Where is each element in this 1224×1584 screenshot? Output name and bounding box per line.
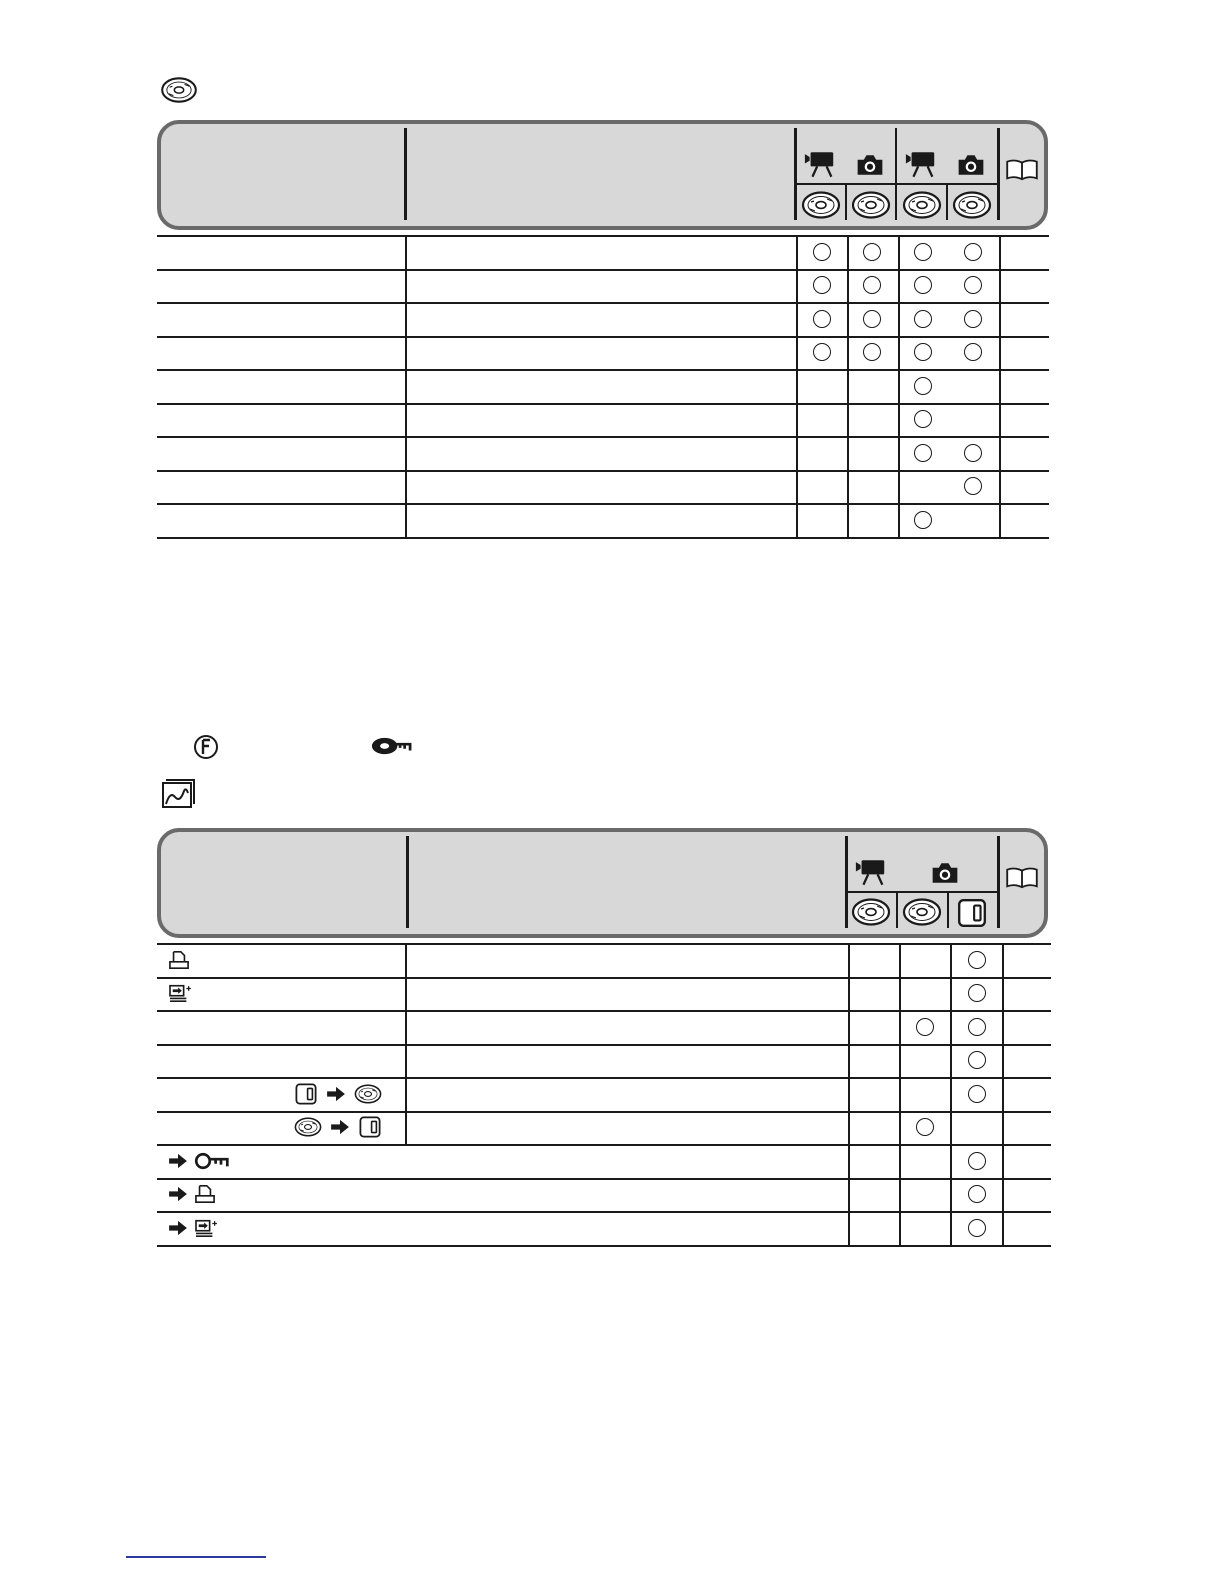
supported-mark	[813, 243, 831, 261]
column-divider	[848, 1211, 850, 1245]
disc-icon	[902, 190, 942, 220]
column-divider	[1002, 1111, 1004, 1145]
column-divider	[848, 1044, 850, 1078]
supported-mark	[968, 1152, 986, 1170]
supported-mark	[964, 477, 982, 495]
row-rule	[157, 369, 1049, 371]
supported-mark	[968, 1085, 986, 1103]
column-divider	[848, 1111, 850, 1145]
arrow-icon	[330, 1119, 350, 1135]
column-divider	[847, 235, 849, 269]
print-icon	[194, 1184, 216, 1204]
column-divider	[898, 403, 900, 437]
column-divider	[898, 470, 900, 504]
row-rule	[157, 336, 1049, 338]
print-icon	[168, 950, 190, 970]
column-divider	[999, 403, 1001, 437]
column-divider	[796, 503, 798, 537]
disc-icon	[801, 190, 841, 220]
row-rule	[157, 302, 1049, 304]
supported-mark	[914, 511, 932, 529]
column-divider	[848, 1144, 850, 1178]
column-divider	[405, 369, 407, 403]
camera-icon	[956, 153, 986, 177]
table2-top-rule	[157, 943, 1051, 945]
disc-icon	[851, 190, 891, 220]
column-divider	[405, 977, 407, 1011]
column-divider	[1002, 943, 1004, 977]
supported-mark	[914, 444, 932, 462]
transfer-icon	[168, 983, 192, 1003]
column-divider	[405, 1077, 407, 1111]
arrow-icon	[168, 1220, 188, 1236]
row-rule	[157, 1211, 1051, 1213]
column-divider	[847, 503, 849, 537]
column-divider	[405, 1111, 407, 1145]
column-divider	[950, 1178, 952, 1212]
column-divider	[848, 943, 850, 977]
row-rule	[157, 1178, 1051, 1180]
supported-mark	[968, 984, 986, 1002]
column-divider	[405, 1044, 407, 1078]
column-divider	[796, 470, 798, 504]
footnote-rule	[126, 1556, 266, 1558]
row-rule	[157, 977, 1051, 979]
column-divider	[405, 403, 407, 437]
supported-mark	[968, 1219, 986, 1237]
column-divider	[950, 1077, 952, 1111]
column-divider	[899, 1077, 901, 1111]
column-divider	[898, 269, 900, 303]
arrow-icon	[326, 1086, 346, 1102]
camera-icon	[930, 861, 960, 885]
column-divider	[1002, 1144, 1004, 1178]
column-divider	[847, 369, 849, 403]
column-divider	[899, 977, 901, 1011]
disc-icon	[902, 897, 942, 927]
row-rule	[157, 470, 1049, 472]
row-rule	[157, 1245, 1051, 1247]
column-divider	[898, 235, 900, 269]
camera-icon	[855, 153, 885, 177]
supported-mark	[968, 1185, 986, 1203]
supported-mark	[813, 276, 831, 294]
supported-mark	[968, 951, 986, 969]
arrow-icon	[168, 1186, 188, 1202]
column-divider	[796, 336, 798, 370]
column-divider	[898, 302, 900, 336]
supported-mark	[964, 243, 982, 261]
column-divider	[847, 269, 849, 303]
supported-mark	[813, 343, 831, 361]
column-divider	[796, 403, 798, 437]
column-divider	[1002, 1178, 1004, 1212]
supported-mark	[914, 243, 932, 261]
card-image-icon	[160, 777, 196, 809]
supported-mark	[964, 276, 982, 294]
column-divider	[950, 977, 952, 1011]
card-icon	[294, 1082, 318, 1106]
column-divider	[999, 336, 1001, 370]
column-divider	[405, 470, 407, 504]
column-divider	[899, 1211, 901, 1245]
row-rule	[157, 1044, 1051, 1046]
row-rule	[157, 1010, 1051, 1012]
column-divider	[405, 336, 407, 370]
column-divider	[405, 302, 407, 336]
supported-mark	[968, 1051, 986, 1069]
row-rule	[157, 1144, 1051, 1146]
column-divider	[898, 369, 900, 403]
supported-mark	[916, 1118, 934, 1136]
column-divider	[1002, 1044, 1004, 1078]
column-divider	[950, 1044, 952, 1078]
column-divider	[950, 943, 952, 977]
supported-mark	[914, 276, 932, 294]
supported-mark	[968, 1018, 986, 1036]
column-divider	[1002, 977, 1004, 1011]
disc-protect-icon	[370, 736, 412, 756]
supported-mark	[813, 310, 831, 328]
column-divider	[796, 369, 798, 403]
column-divider	[847, 436, 849, 470]
row-rule	[157, 503, 1049, 505]
column-divider	[847, 336, 849, 370]
column-divider	[848, 1010, 850, 1044]
row-rule	[157, 403, 1049, 405]
column-divider	[950, 1111, 952, 1145]
row-rule	[157, 436, 1049, 438]
supported-mark	[916, 1018, 934, 1036]
column-divider	[999, 503, 1001, 537]
column-divider	[898, 503, 900, 537]
column-divider	[405, 269, 407, 303]
transfer-icon	[194, 1218, 218, 1238]
column-divider	[898, 436, 900, 470]
column-divider	[847, 302, 849, 336]
func-icon	[193, 734, 219, 760]
column-divider	[999, 470, 1001, 504]
column-divider	[999, 436, 1001, 470]
book-icon	[1004, 866, 1040, 890]
column-divider	[847, 470, 849, 504]
key-icon	[194, 1151, 230, 1171]
column-divider	[950, 1211, 952, 1245]
table1-top-rule	[157, 235, 1049, 237]
column-divider	[1002, 1010, 1004, 1044]
supported-mark	[964, 343, 982, 361]
column-divider	[1002, 1077, 1004, 1111]
row-rule	[157, 269, 1049, 271]
row-rule	[157, 1077, 1051, 1079]
column-divider	[899, 943, 901, 977]
arrow-icon	[168, 1153, 188, 1169]
book-icon	[1004, 158, 1040, 182]
column-divider	[405, 503, 407, 537]
movie-icon	[904, 150, 938, 179]
column-divider	[999, 369, 1001, 403]
supported-mark	[964, 444, 982, 462]
column-divider	[405, 943, 407, 977]
card-icon	[956, 897, 988, 929]
column-divider	[899, 1144, 901, 1178]
column-divider	[999, 235, 1001, 269]
column-divider	[899, 1044, 901, 1078]
supported-mark	[863, 310, 881, 328]
supported-mark	[863, 343, 881, 361]
disc-icon	[952, 190, 992, 220]
disc-icon	[294, 1116, 322, 1138]
column-divider	[899, 1178, 901, 1212]
row-rule	[157, 537, 1049, 539]
column-divider	[405, 436, 407, 470]
movie-icon	[854, 858, 888, 887]
column-divider	[796, 302, 798, 336]
column-divider	[847, 403, 849, 437]
disc-icon	[851, 897, 891, 927]
column-divider	[848, 1178, 850, 1212]
column-divider	[999, 302, 1001, 336]
column-divider	[848, 1077, 850, 1111]
supported-mark	[914, 310, 932, 328]
column-divider	[950, 1144, 952, 1178]
column-divider	[950, 1010, 952, 1044]
supported-mark	[863, 243, 881, 261]
column-divider	[999, 269, 1001, 303]
column-divider	[898, 336, 900, 370]
supported-mark	[914, 377, 932, 395]
card-icon	[358, 1115, 382, 1139]
column-divider	[796, 235, 798, 269]
supported-mark	[914, 343, 932, 361]
row-rule	[157, 1111, 1051, 1113]
column-divider	[848, 977, 850, 1011]
supported-mark	[914, 410, 932, 428]
column-divider	[796, 269, 798, 303]
column-divider	[1002, 1211, 1004, 1245]
column-divider	[899, 1111, 901, 1145]
column-divider	[899, 1010, 901, 1044]
supported-mark	[964, 310, 982, 328]
movie-icon	[803, 150, 837, 179]
supported-mark	[863, 276, 881, 294]
column-divider	[796, 436, 798, 470]
disc-icon	[160, 76, 198, 104]
disc-icon	[354, 1083, 382, 1105]
column-divider	[405, 235, 407, 269]
column-divider	[405, 1010, 407, 1044]
